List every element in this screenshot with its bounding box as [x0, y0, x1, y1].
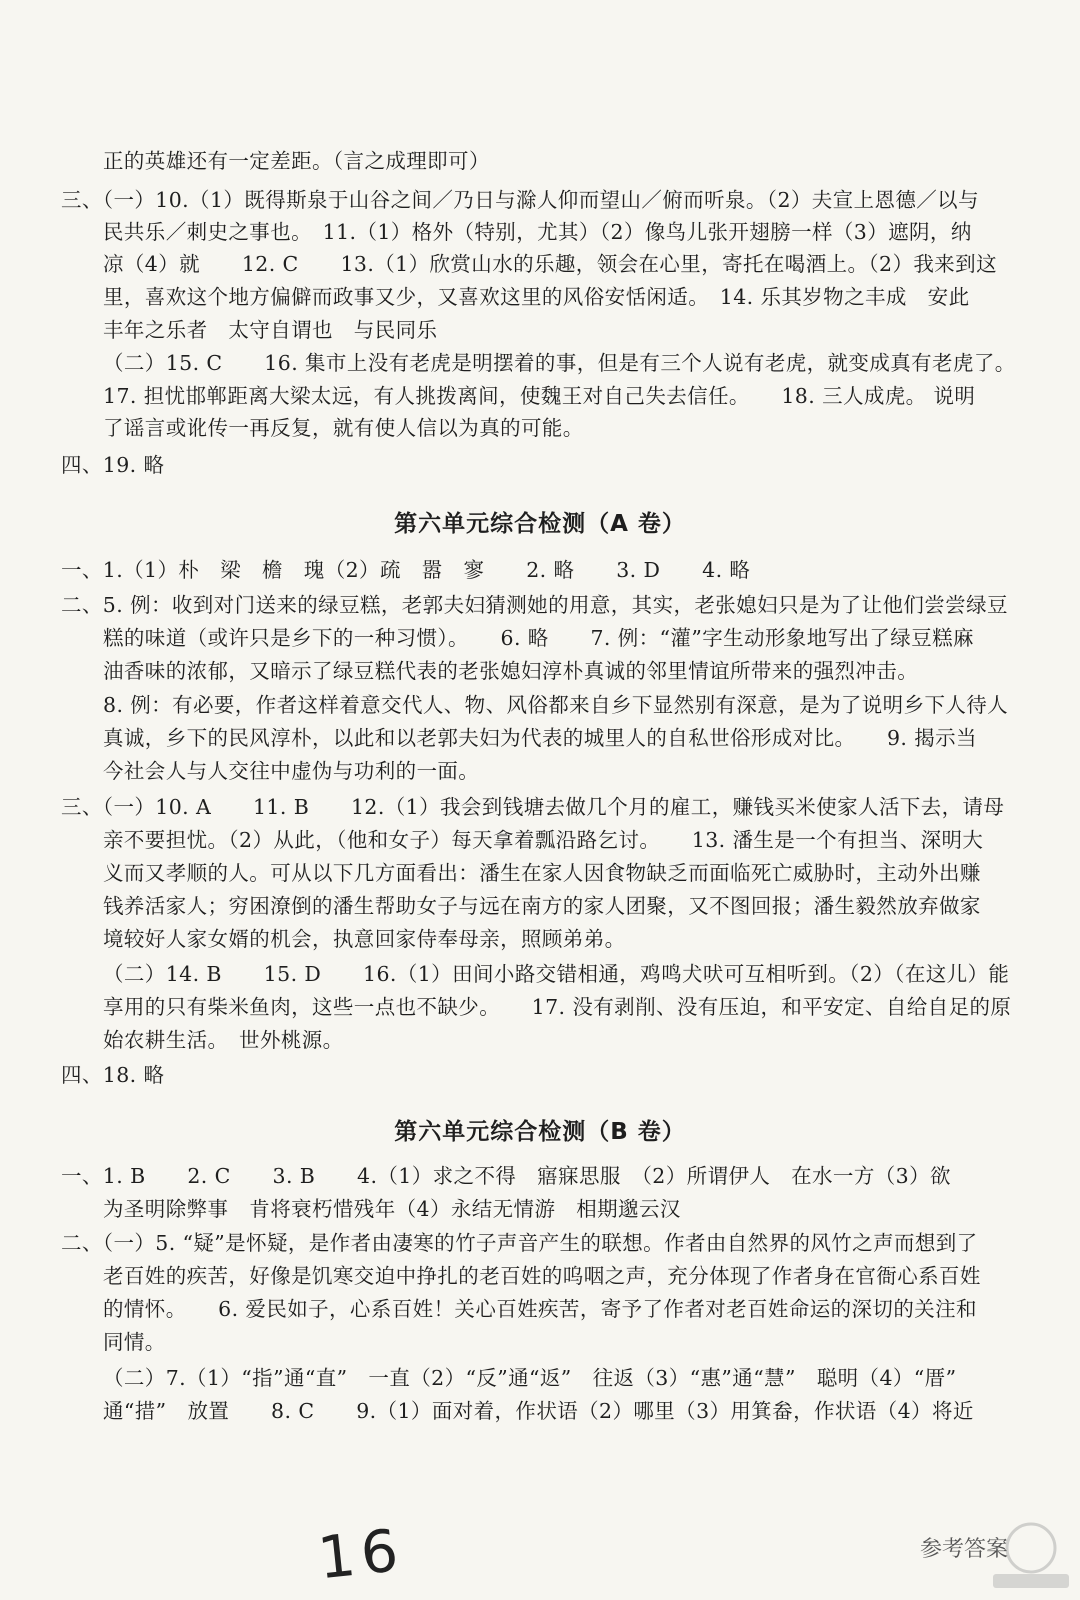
text-line: 凉（4）就 12. C 13.（1）欣赏山水的乐趣，领会在心里，寄托在喝酒上。（2）我来到这 [103, 252, 997, 276]
text-line: 今社会人与人交往中虚伪与功利的一面。 [103, 759, 480, 783]
text-line: 糕的味道（或许只是乡下的一种习惯）。 6. 略 7. 例：“灌”字生动形象地写出了绿豆糕麻 [103, 626, 974, 650]
text-line: 里，喜欢这个地方偏僻而政事又少，又喜欢这里的风俗安恬闲适。 14. 乐其岁物之丰成 安此 [103, 285, 970, 309]
text-line: （二）7.（1）“指”通“直” 一直（2）“反”通“返” 往返（3）“惠”通“慧” 聪明（4）“厝” [103, 1366, 957, 1390]
text-line: 三、（一）10.（1）既得斯泉于山谷之间／乃日与滁人仰而望山／俯而听泉。（2）夫宣上恩德／以与 [61, 188, 979, 212]
text-line: 四、19. 略 [61, 453, 165, 477]
text-line: 境较好人家女婿的机会，执意回家侍奉母亲，照顾弟弟。 [103, 927, 626, 951]
watermark-logo-icon [985, 1518, 1077, 1592]
text-line: 三、（一）10. A 11. B 12.（1）我会到钱塘去做几个月的雇工，赚钱买米使家人活下去，请母 [61, 795, 1005, 819]
text-line: 四、18. 略 [61, 1063, 165, 1087]
text-line: 二、（一）5. “疑”是怀疑，是作者由凄寒的竹子声音产生的联想。作者由自然界的风竹之声而想到了 [61, 1231, 978, 1255]
text-line: 始农耕生活。 世外桃源。 [103, 1028, 344, 1052]
text-line: 义而又孝顺的人。可从以下几方面看出：潘生在家人因食物缺乏而面临死亡威胁时，主动外出赚 [103, 861, 981, 885]
section-heading-b: 第六单元综合检测（B 卷） [394, 1119, 686, 1145]
text-line: 通“措” 放置 8. C 9.（1）面对着，作状语（2）哪里（3）用箕畚，作状语（4）将近 [103, 1399, 974, 1423]
text-line: 老百姓的疾苦，好像是饥寒交迫中挣扎的老百姓的呜咽之声，充分体现了作者身在官衙心系百姓 [103, 1264, 981, 1288]
text-line: 二、5. 例：收到对门送来的绿豆糕，老郭夫妇猜测她的用意，其实，老张媳妇只是为了让他们尝尝绿豆 [61, 593, 1008, 617]
text-line: 正的英雄还有一定差距。（言之成理即可） [103, 149, 490, 173]
text-line: 丰年之乐者 太守自谓也 与民同乐 [103, 318, 438, 342]
text-line: 一、1.（1）朴 梁 檐 瑰（2）疏 嚣 寥 2. 略 3. D 4. 略 [61, 558, 751, 582]
text-line: 油香味的浓郁，又暗示了绿豆糕代表的老张媳妇淳朴真诚的邻里情谊所带来的强烈冲击。 [103, 659, 919, 683]
text-line: 享用的只有柴米鱼肉，这些一点也不缺少。 17. 没有剥削、没有压迫，和平安定、自给自足的原 [103, 995, 1012, 1019]
text-line: （二）14. B 15. D 16.（1）田间小路交错相通，鸡鸣犬吠可互相听到。（2）（在这儿）能 [103, 962, 1010, 986]
text-line: 民共乐／刺史之事也。 11.（1）格外（特别，尤其）（2）像鸟儿张开翅膀一样（3）遮阴，纳 [103, 220, 972, 244]
text-line: 的情怀。 6. 爱民如子，心系百姓！关心百姓疾苦，寄予了作者对老百姓命运的深切的关注和 [103, 1297, 977, 1321]
text-line: 真诚，乡下的民风淳朴，以此和以老郭夫妇为代表的城里人的自私世俗形成对比。 9. 揭示当 [103, 726, 977, 750]
text-line: 了谣言或讹传一再反复，就有使人信以为真的可能。 [103, 416, 584, 440]
text-line: 一、1. B 2. C 3. B 4.（1）求之不得 寤寐思服 （2）所谓伊人 在水一方（3）欲 [61, 1164, 951, 1188]
handwritten-page-number: 16 [314, 1515, 408, 1593]
text-line: 17. 担忧邯郸距离大梁太远，有人挑拨离间，使魏王对自己失去信任。 18. 三人成虎。 说明 [103, 384, 976, 408]
text-line: 同情。 [103, 1330, 166, 1354]
text-line: 亲不要担忧。（2）从此，（他和女子）每天拿着瓢沿路乞讨。 13. 潘生是一个有担当、深明大 [103, 828, 984, 852]
footer-label: 参考答案 [920, 1537, 1009, 1562]
text-line: 8. 例：有必要，作者这样着意交代人、物、风俗都来自乡下显然别有深意，是为了说明乡下人待人 [103, 693, 1009, 717]
text-line: （二）15. C 16. 集市上没有老虎是明摆着的事，但是有三个人说有老虎，就变成真有老虎了。 [103, 351, 1016, 375]
text-line: 为圣明除弊事 肯将衰朽惜残年（4）永结无情游 相期邈云汉 [103, 1197, 681, 1221]
text-line: 钱养活家人；穷困潦倒的潘生帮助女子与远在南方的家人团聚，又不图回报；潘生毅然放弃做家 [103, 894, 981, 918]
section-heading-a: 第六单元综合检测（A 卷） [394, 511, 686, 537]
